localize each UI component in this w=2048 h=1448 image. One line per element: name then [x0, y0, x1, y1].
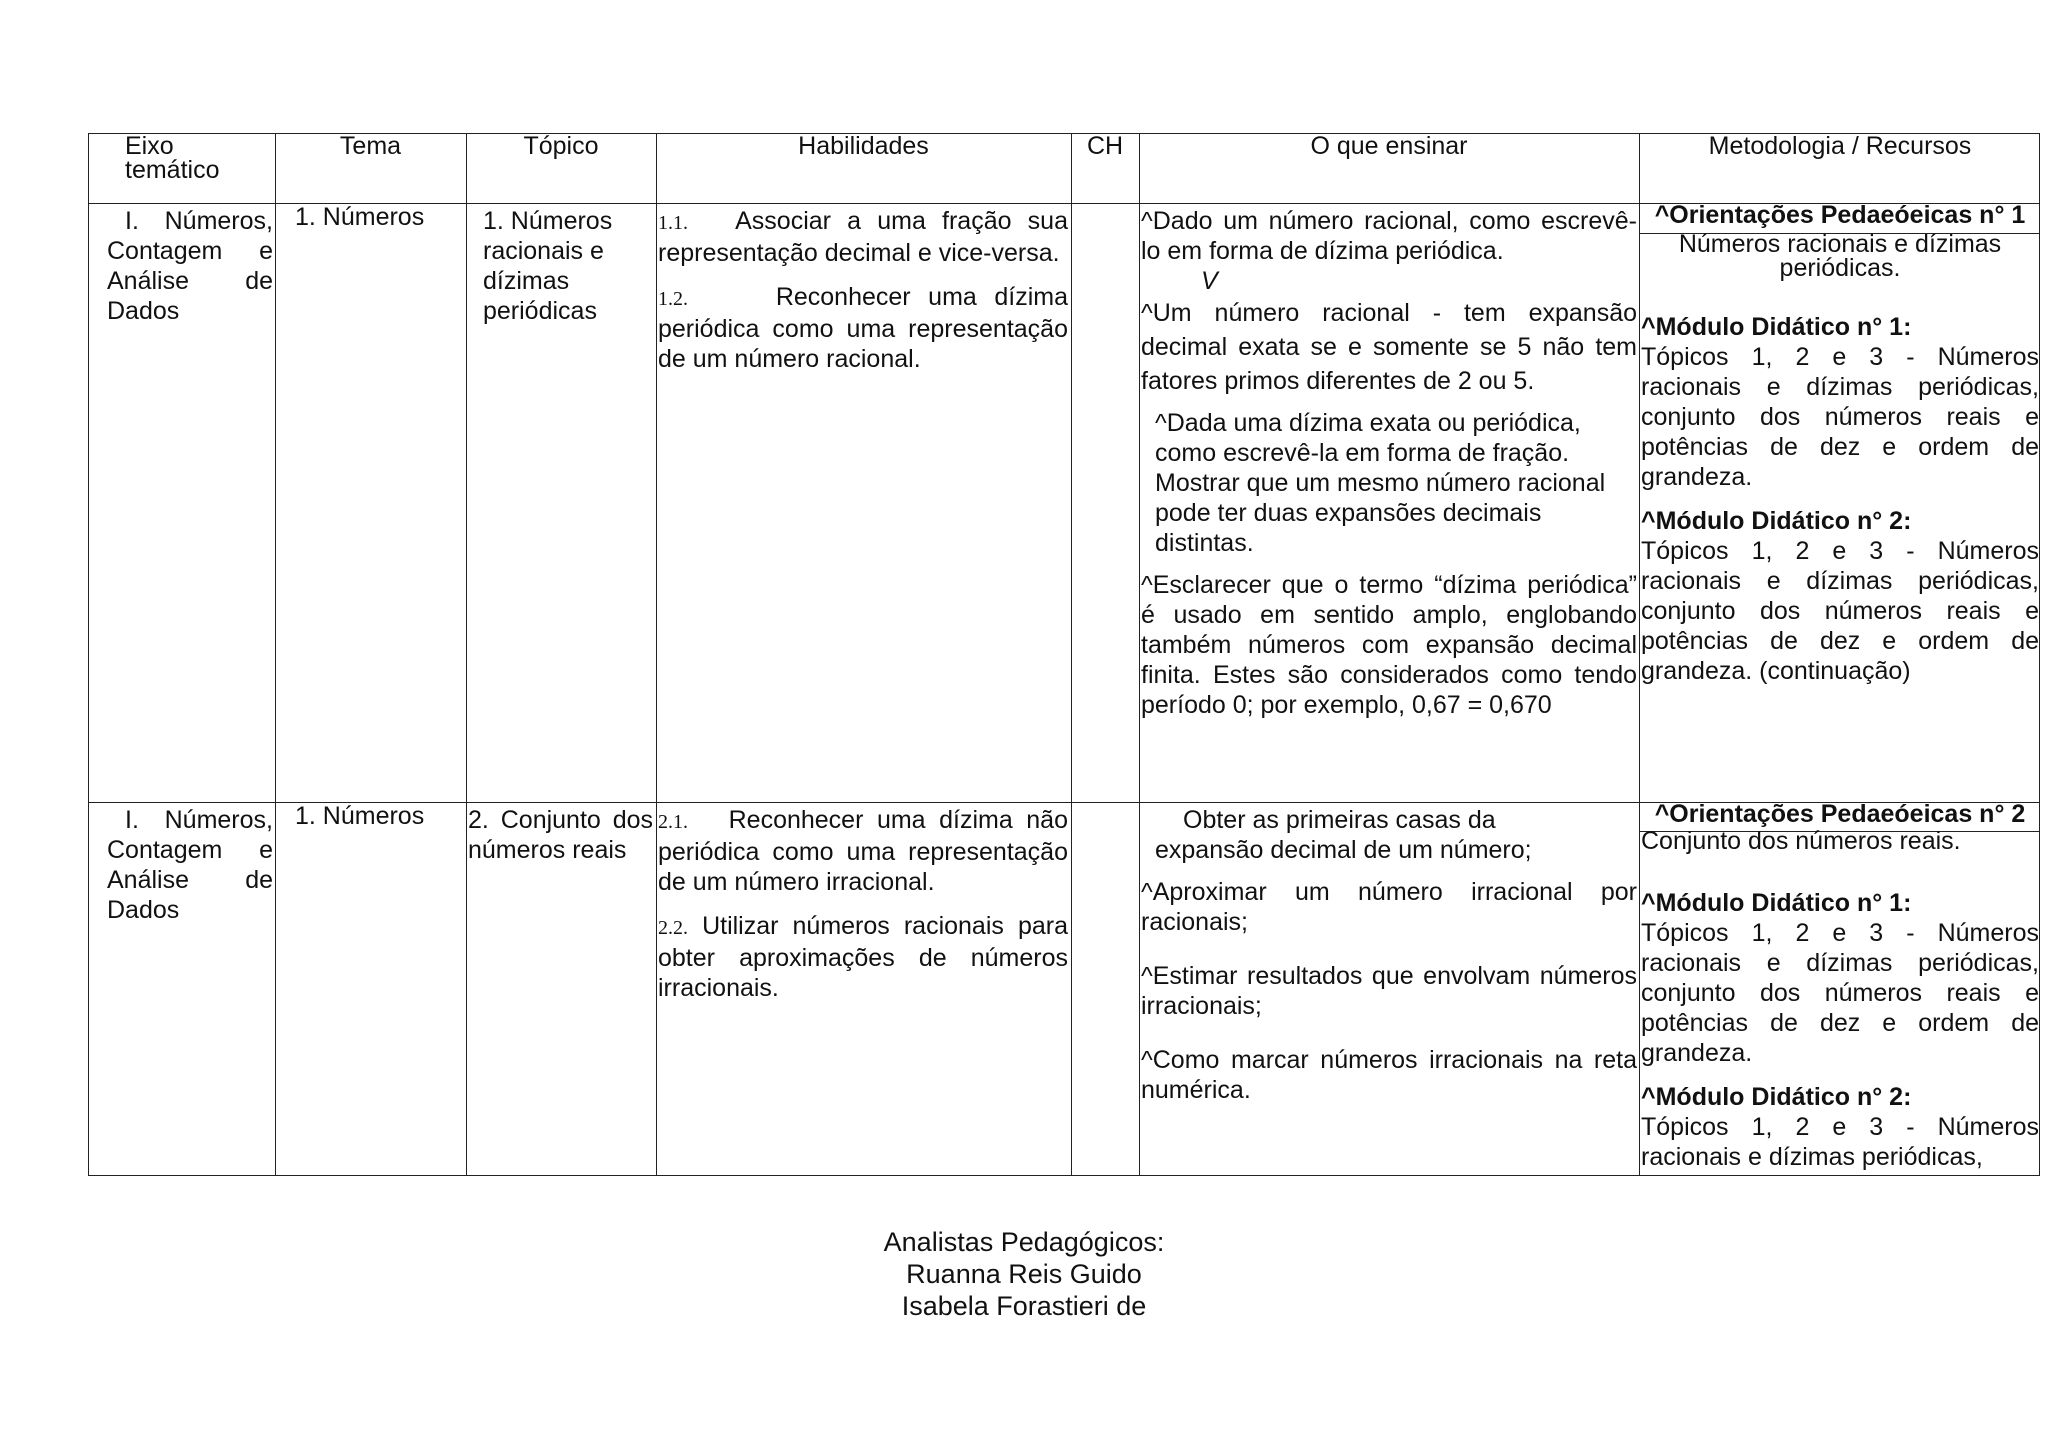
row1-metodologia: [1641, 200, 2039, 686]
habilidade-item: 2.2. Utilizar números racionais para obter aproximações de números irracionais.: [658, 912, 1068, 1002]
header-habilidades: Habilidades: [798, 132, 929, 160]
ensinar-item: ^Um número racional - tem expansão decimal exata se e somente se 5 não tem fatores primos diferentes de 2 ou 5.: [1141, 299, 1637, 395]
row1-eixo: I. Números, Contagem e Análise de Dados: [107, 207, 273, 325]
row1-ensinar: [1141, 206, 1637, 720]
row2-topico: 2. Conjunto dos números reais: [468, 806, 653, 864]
col-divider: [466, 134, 467, 1175]
modulo2-text: Tópicos 1, 2 e 3 - Números racionais e dízimas periódicas,: [1641, 1113, 2039, 1171]
col-divider: [1071, 134, 1072, 1175]
col-divider: [275, 134, 276, 1175]
orientacoes-title: ^Orientações Pedaeóeicas n° 1: [1654, 201, 2026, 229]
row2-eixo: I. Números, Contagem e Análise de Dados: [107, 806, 273, 924]
curriculum-table: [88, 133, 2040, 1176]
row1-topico: 1. Números racionais e dízimas periódicas: [483, 207, 613, 325]
ensinar-item: ^Dada uma dízima exata ou periódica, como escrevê-la em forma de fração. Mostrar que um mesmo número racional pode ter duas expansões decimais distintas.: [1155, 409, 1606, 557]
ensinar-item: ^Aproximar um número irracional por racionais;: [1141, 878, 1637, 936]
ensinar-item: ^Estimar resultados que envolvam números irracionais;: [1141, 962, 1637, 1020]
row2-habilidades: [658, 805, 1068, 1017]
modulo1-text: Tópicos 1, 2 e 3 - Números racionais e dízimas periódicas, conjunto dos números reais e potências de dez e ordem de grandeza.: [1641, 343, 2039, 491]
header-tema: Tema: [339, 132, 402, 160]
modulo2-title: ^Módulo Didático n° 2:: [1641, 1083, 1912, 1111]
row2-tema: 1. Números: [295, 802, 425, 830]
header-topico: Tópico: [523, 132, 599, 160]
signature-title: Analistas Pedagógicos:: [883, 1227, 1165, 1257]
signature-name: Isabela Forastieri de: [901, 1291, 1147, 1321]
header-metodologia: Metodologia / Recursos: [1708, 132, 1972, 160]
row2-ensinar: [1141, 805, 1637, 1105]
col-divider: [656, 134, 657, 1175]
header-ensinar: O que ensinar: [1310, 132, 1468, 160]
modulo1-title: ^Módulo Didático n° 1:: [1641, 313, 1912, 341]
header-eixo: Eixo temático: [125, 132, 220, 184]
modulo2-title: ^Módulo Didático n° 2:: [1641, 507, 1912, 535]
orientacoes-text: Conjunto dos números reais.: [1641, 827, 1961, 855]
row2-metodologia: [1641, 800, 2039, 1175]
col-divider: [1639, 134, 1640, 1175]
row1-tema: 1. Números: [295, 203, 425, 231]
signature-name: Ruanna Reis Guido: [906, 1259, 1142, 1289]
ensinar-item: ^Dado um número racional, como escrevê-lo em forma de dízima periódica.: [1141, 207, 1637, 265]
row1-habilidades: [658, 206, 1068, 388]
ensinar-item: Obter as primeiras casas da expansão decimal de um número;: [1155, 806, 1532, 864]
modulo2-text: Tópicos 1, 2 e 3 - Números racionais e dízimas periódicas, conjunto dos números reais e potências de dez e ordem de grandeza. (continuação): [1641, 537, 2039, 685]
orientacoes-title: ^Orientações Pedaeóeicas n° 2: [1654, 800, 2026, 828]
habilidade-item: 1.1. Associar a uma fração sua representação decimal e vice-versa.: [658, 207, 1068, 267]
habilidade-item: 1.2. Reconhecer uma dízima periódica como uma representação de um número racional.: [658, 283, 1068, 373]
modulo1-text: Tópicos 1, 2 e 3 - Números racionais e dízimas periódicas, conjunto dos números reais e potências de dez e ordem de grandeza.: [1641, 919, 2039, 1067]
header-ch: CH: [1086, 132, 1124, 160]
ensinar-item: ^Como marcar números irracionais na reta numérica.: [1141, 1046, 1637, 1104]
modulo1-title: ^Módulo Didático n° 1:: [1641, 889, 1912, 917]
habilidade-item: 2.1. Reconhecer uma dízima não periódica como uma representação de um número irracional.: [658, 806, 1068, 896]
col-divider: [1139, 134, 1140, 1175]
orientacoes-text: Números racionais e dízimas periódicas.: [1678, 230, 2002, 282]
ensinar-item: V: [1201, 267, 1218, 295]
ensinar-item: ^Esclarecer que o termo “dízima periódica” é usado em sentido amplo, englobando também números com expansão decimal finita. Estes são considerados como tendo período 0; por exemplo, 0,67 = 0,670: [1141, 571, 1637, 719]
